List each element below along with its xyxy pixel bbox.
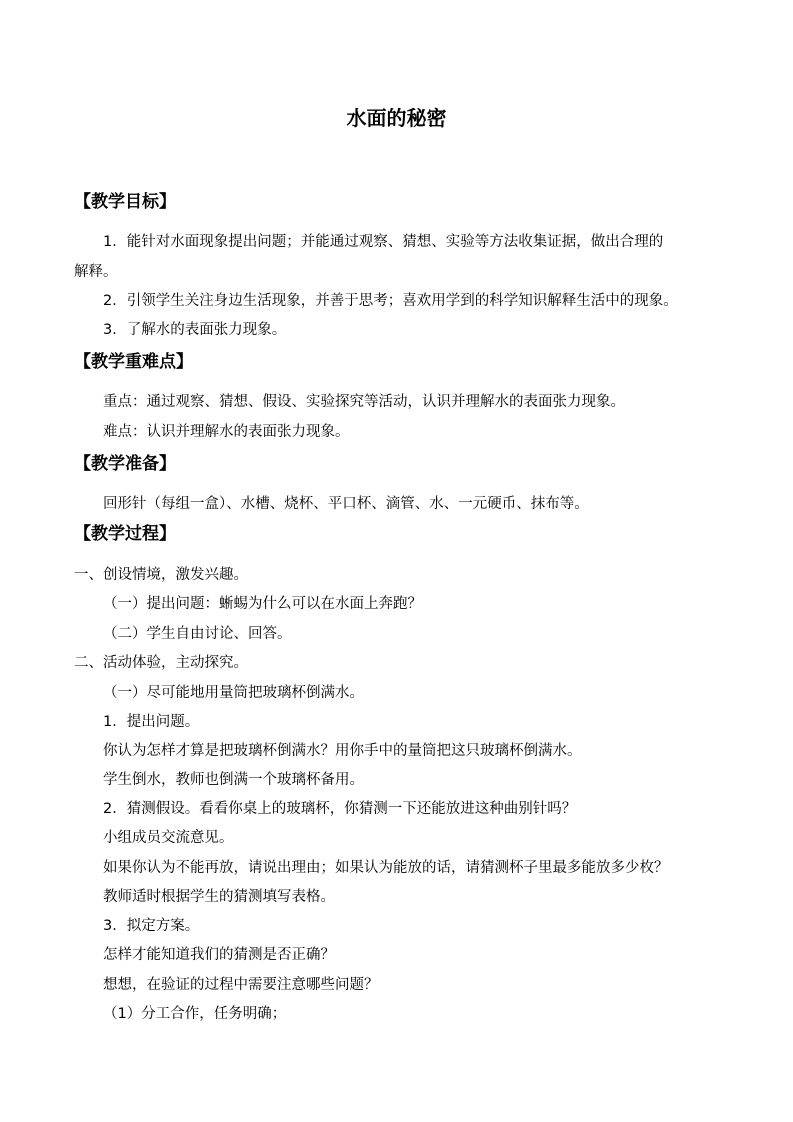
document-title: 水面的秘密 (346, 106, 447, 130)
difficult-point: 难点：认识并理解水的表面张力现象。 (103, 424, 350, 440)
process-part-2: 二、活动体验，主动探究。 (74, 655, 248, 671)
preparation-materials: 回形针（每组一盒）、水槽、烧杯、平口杯、滴管、水、一元硬币、抹布等。 (103, 496, 589, 512)
process-part-1-b: （二）学生自由讨论、回答。 (103, 626, 292, 642)
section-heading-objectives: 【教学目标】 (74, 192, 176, 212)
process-part-2-a: （一）尽可能地用量筒把玻璃杯倒满水。 (103, 685, 364, 701)
objective-item-2: 2．引领学生关注身边生活现象，并善于思考；喜欢用学到的科学知识解释生活中的现象。 (103, 293, 678, 309)
objective-item-1-line-2: 解释。 (74, 264, 118, 280)
process-part-1-a: （一）提出问题：蜥蜴为什么可以在水面上奔跑？ (103, 596, 422, 612)
step-2-c: 教师适时根据学生的猜测填写表格。 (103, 889, 335, 905)
process-part-1: 一、创设情境，激发兴趣。 (74, 567, 248, 583)
step-1-question: 你认为怎样才算是把玻璃杯倒满水？用你手中的量筒把这只玻璃杯倒满水。 (103, 743, 582, 759)
step-3-note-1: （1）分工合作，任务明确； (103, 1006, 287, 1022)
step-3-question-1: 怎样才能知道我们的猜测是否正确？ (103, 947, 335, 963)
step-3-question-2: 想想，在验证的过程中需要注意哪些问题？ (103, 977, 379, 993)
key-point: 重点：通过观察、猜想、假设、实验探究等活动，认识并理解水的表面张力现象。 (103, 394, 625, 410)
step-2: 2．猜测假设。看看你桌上的玻璃杯，你猜测一下还能放进这种曲别针吗？ (103, 801, 577, 817)
section-heading-key-points: 【教学重难点】 (74, 352, 193, 372)
section-heading-process: 【教学过程】 (74, 524, 176, 544)
objective-item-3: 3．了解水的表面张力现象。 (103, 322, 287, 338)
step-2-a: 小组成员交流意见。 (103, 830, 234, 846)
step-2-b: 如果你认为不能再放，请说出理由；如果认为能放的话，请猜测杯子里最多能放多少枚？ (103, 860, 669, 876)
step-3: 3．拟定方案。 (103, 918, 200, 934)
objective-item-1-line-1: 1．能针对水面现象提出问题；并能通过观察、猜想、实验等方法收集证据，做出合理的 (103, 234, 664, 250)
section-heading-preparation: 【教学准备】 (74, 454, 176, 474)
step-1-activity: 学生倒水，教师也倒满一个玻璃杯备用。 (103, 772, 364, 788)
step-1: 1．提出问题。 (103, 714, 200, 730)
